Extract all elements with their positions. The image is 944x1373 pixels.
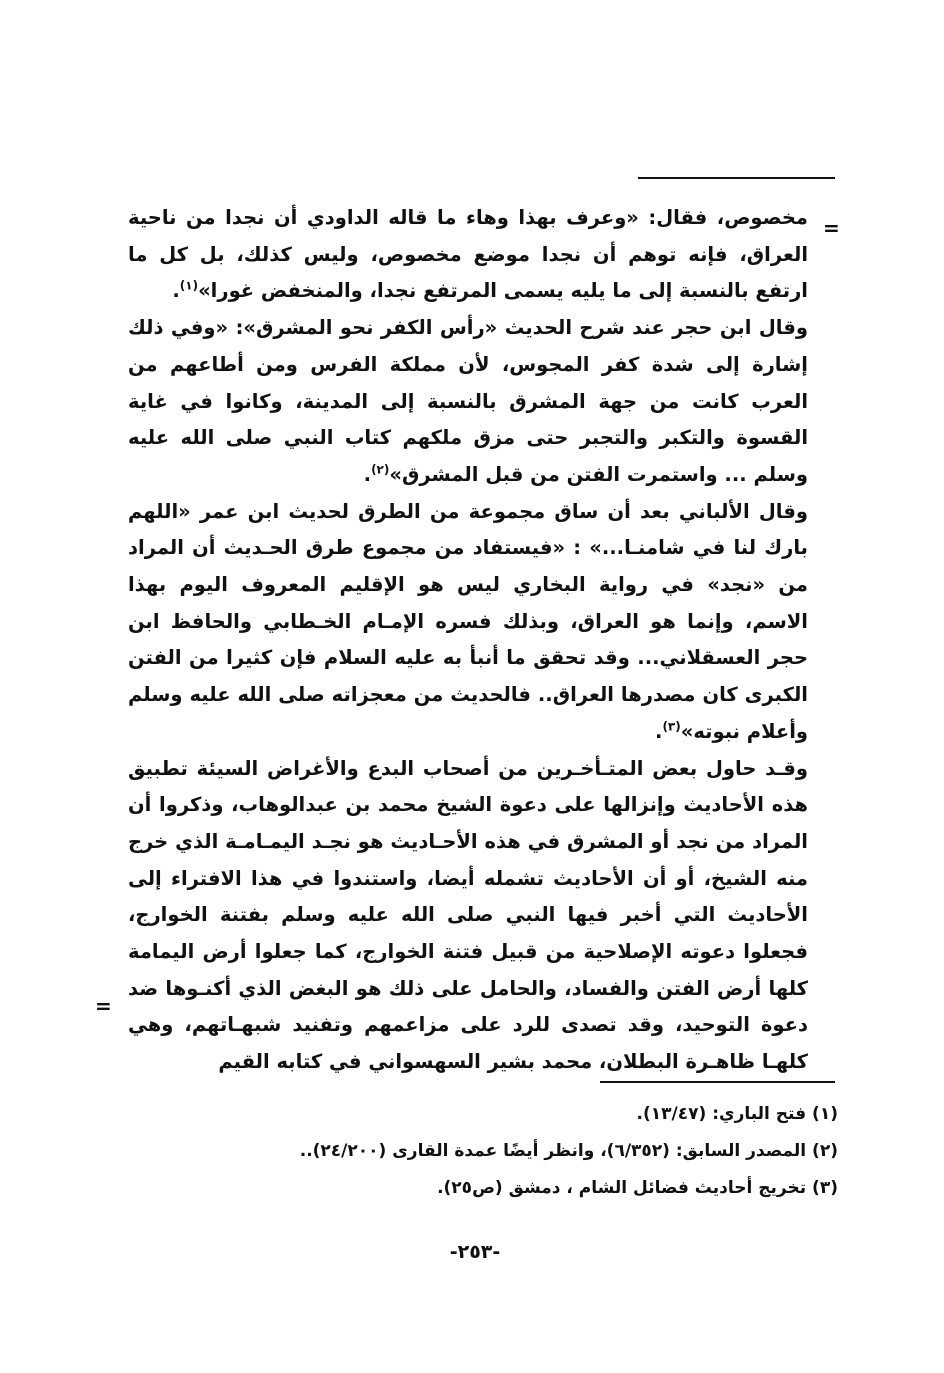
footnote-2: (٢) المصدر السابق: (٦/٣٥٢)، وانظر أيضًا عمدة القارى (٢٤/٢٠٠).. xyxy=(299,1141,838,1161)
page-number: -٢٥٣- xyxy=(449,1241,501,1263)
footnote-ref-2: (٢) xyxy=(371,462,390,477)
footnote-divider-line xyxy=(600,1081,835,1083)
footnote-ref-3: (٣) xyxy=(662,719,681,734)
paragraph-1: مخصوص، فقال: «وعرف بهذا وهاء ما قاله الداودي أن نجدا من ناحية العراق، فإنه توهم أن نجدا موضع مخصوص، وليس كذلك، بل كل ما ارتفع بالنسبة إلى ما يليه يسمى المرتفع نجدا، والمنخفض غورا»$^{(١)}$. xyxy=(128,206,808,303)
paragraph-4: وقـد حاول بعض المتـأخـرين من أصحاب البدع والأغراض السيئة تطبيق هذه الأحاديث وإنزالها على دعوة الشيخ محمد بن عبدالوهاب، وذكروا أن المراد من نجد أو المشرق في هذه الأحـاديث هو نجـد اليمـامـة الذي خرج منه الشيخ، أو أن الأحاديث تشمله أيضا، واستندوا في هذا الافتراء إلى الأحاديث التي أخبر فيها النبي صلى الله عليه وسلم بفتنة الخوارج، فجعلوا دعوته الإصلاحية من قبيل فتنة الخوارج، كما جعلوا أرض اليمامة كلها أرض الفتن والفساد، والحامل على ذلك هو البغض الذي أكنـوها ضد دعوة التوحيد، وقد تصدى للرد على مزاعمهم وتفنيد شبهـاتهم، وهي كلهـا ظاهـرة البطلان، محمد بشير السهسواني في كتابه القيم xyxy=(128,756,808,1074)
footnote-1: (١) فتح الباري: (١٣/٤٧). xyxy=(636,1104,838,1124)
continuation-mark-top: = xyxy=(823,216,840,240)
paragraph-2: وقال ابن حجر عند شرح الحديث «رأس الكفر نحو المشرق»: «وفي ذلك إشارة إلى شدة كفر المجوس، لأن مملكة الفرس ومن أطاعهم من العرب كانت من جهة المشرق بالنسبة إلى المدينة، وكانوا في غاية القسوة والتكبر والتجبر حتى مزق ملكهم كتاب النبي صلى الله عليه وسلم ... واستمرت الفتن من قبل المشرق»$^{(٢)}$. xyxy=(128,316,808,486)
footnote-ref-1: (١) xyxy=(179,278,199,293)
paragraph-3: وقال الألباني بعد أن ساق مجموعة من الطرق لحديث ابن عمر «اللهم بارك لنا في شامنـا...» : «فيستفاد من مجموع طرق الحـديث أن المراد من «نجد» في رواية البخاري ليس هو الإقليم المعروف اليوم بهذا الاسم، وإنما هو العراق، وبذلك فسره الإمـام الخـطابي والحافظ ابن حجر العسقلاني... وقد تحقق ما أنبأ به عليه السلام فإن كثيرا من الفتن الكبرى كان مصدرها العراق.. فالحديث من معجزاته صلى الله عليه وسلم وأعلام نبوته»$^{(٣)}$. xyxy=(128,499,808,743)
top-divider-line xyxy=(638,177,835,179)
footnote-3: (٣) تخريج أحاديث فضائل الشام ، دمشق (ص٢٥). xyxy=(437,1178,838,1198)
main-text-body xyxy=(128,200,808,1081)
footnotes-section xyxy=(200,1096,838,1207)
continuation-mark-bottom: = xyxy=(95,994,112,1018)
